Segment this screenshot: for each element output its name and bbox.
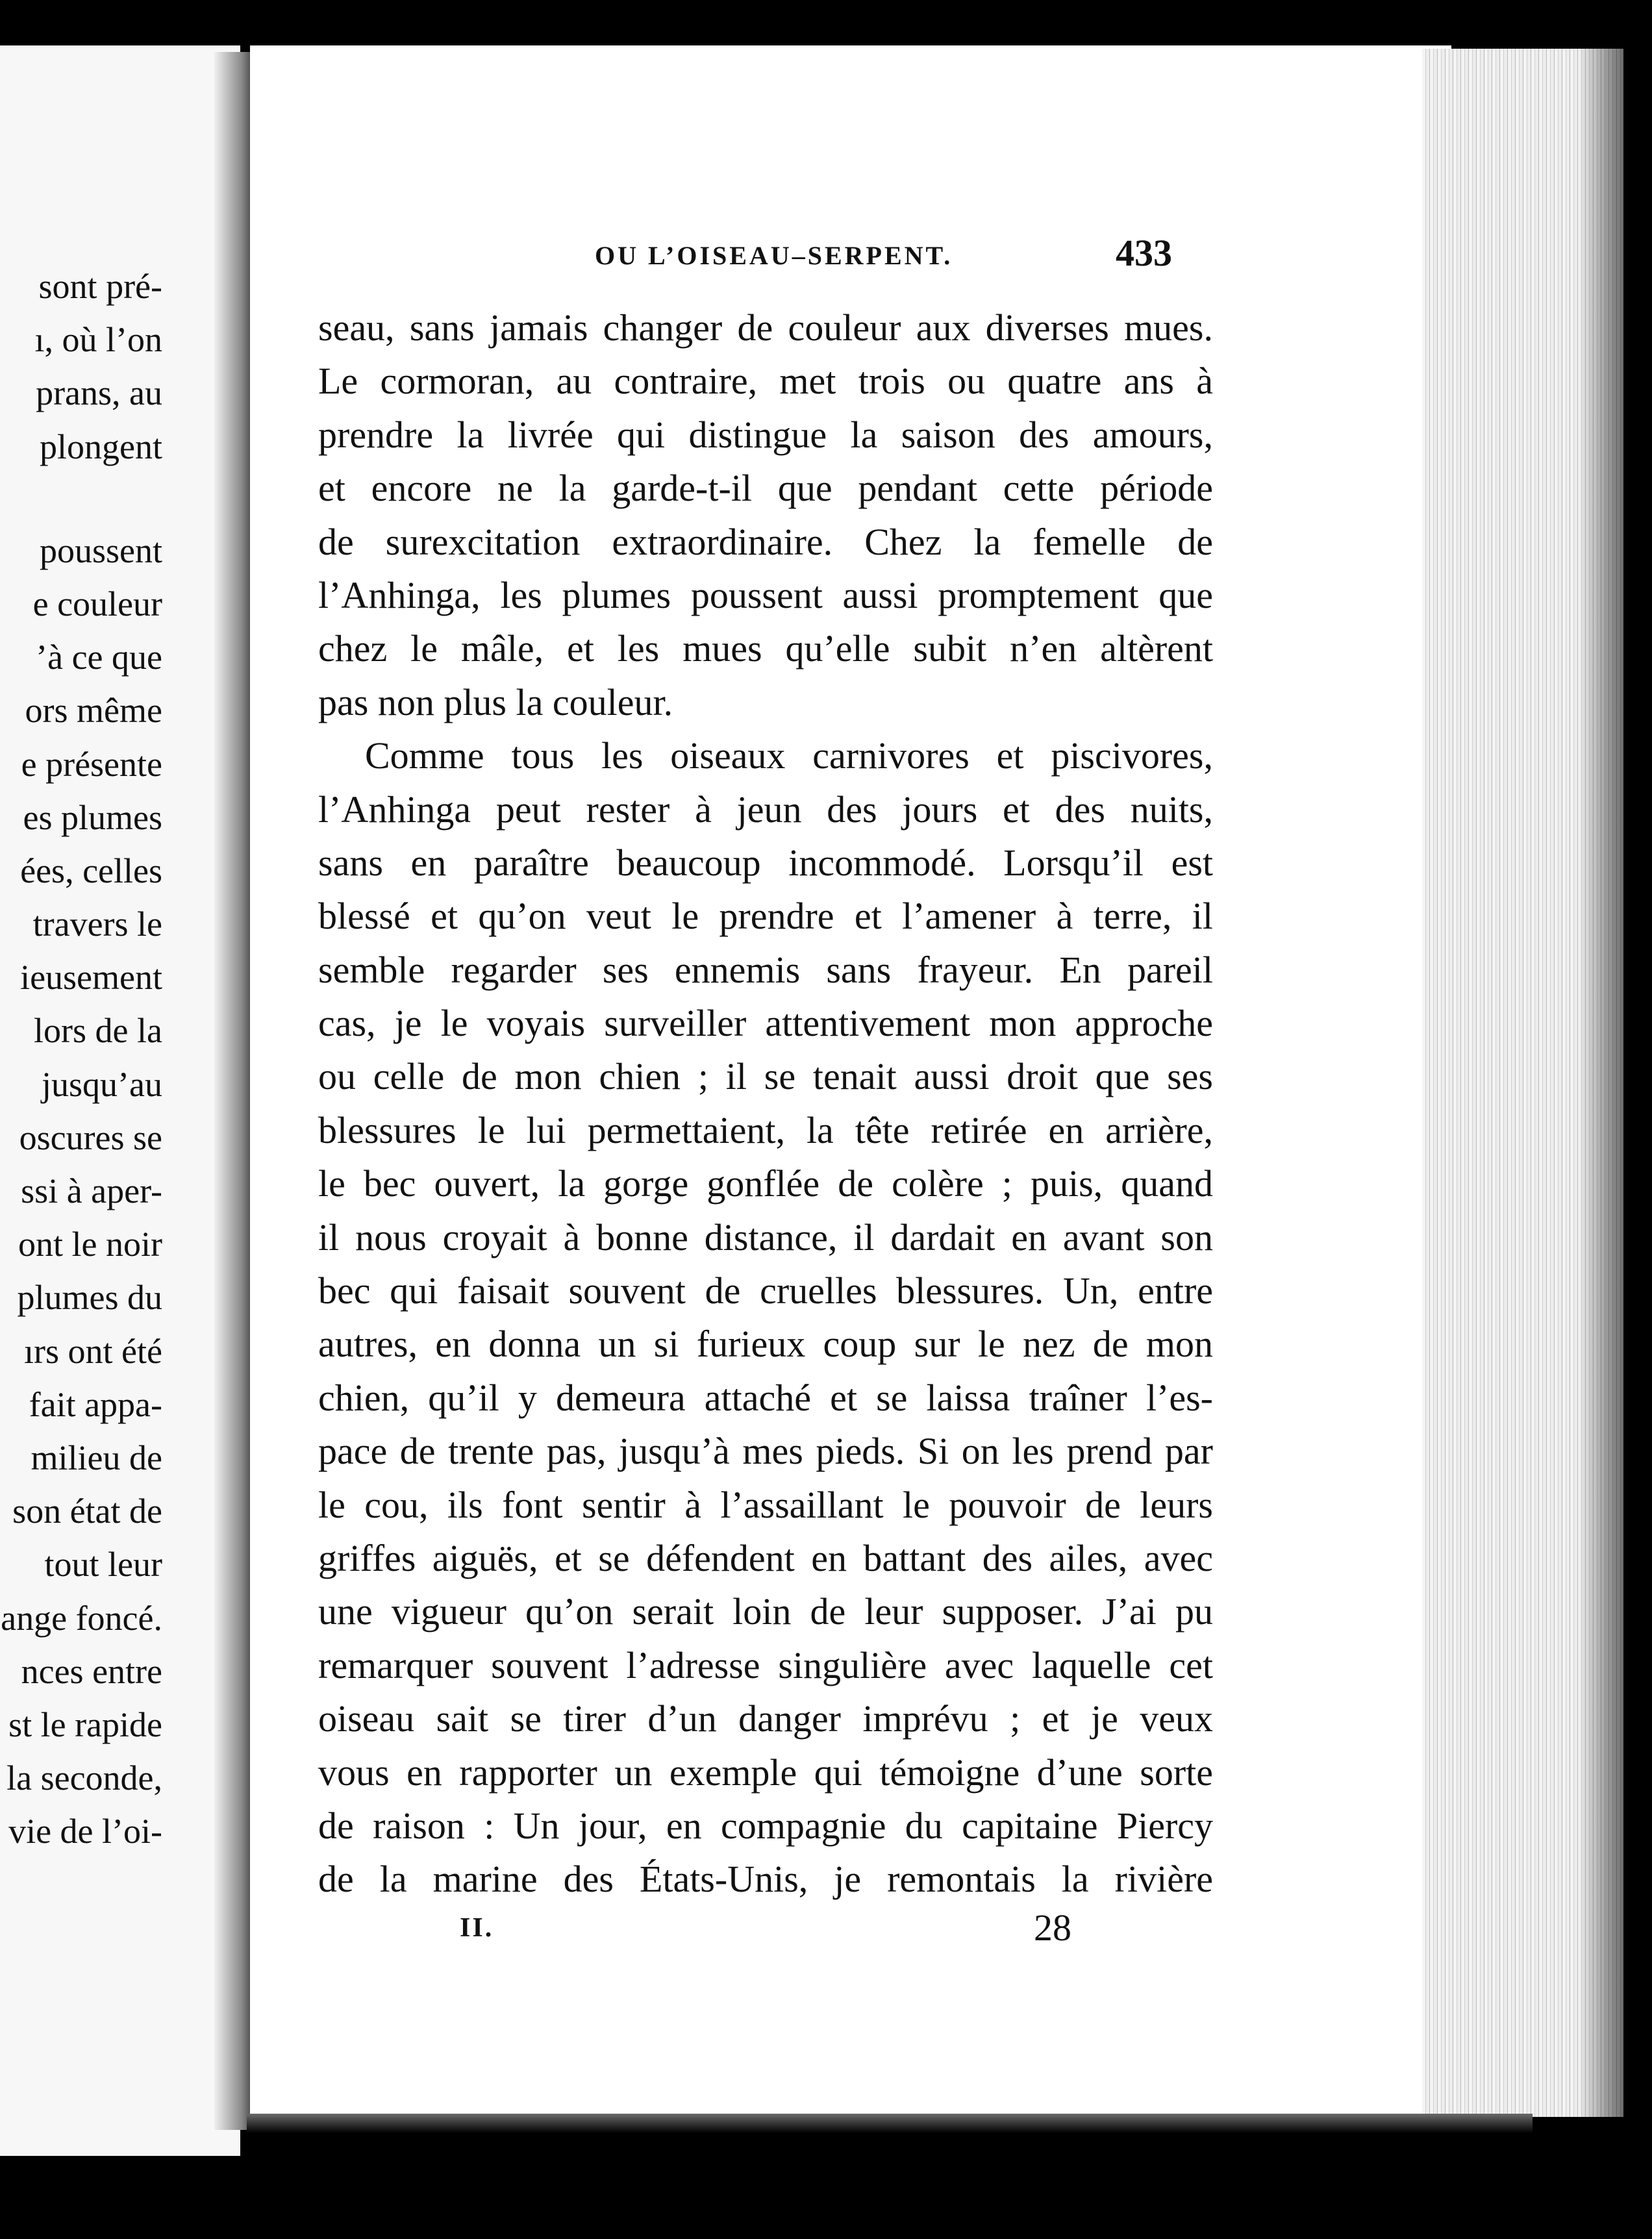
text-line: vous en rapporter un exemple qui témoigne d’une sorte — [318, 1751, 1213, 1794]
left-line: nces entre — [21, 1651, 162, 1691]
left-page — [0, 45, 240, 2156]
text-line: l’Anhinga, les plumes poussent aussi promptement que — [318, 573, 1213, 616]
text-line: ou celle de mon chien ; il se tenait aussi droit que ses — [318, 1055, 1213, 1098]
text-line: seau, sans jamais changer de couleur aux diverses mues. — [318, 306, 1213, 349]
left-line: fait appa- — [29, 1384, 162, 1424]
text-line: semble regarder ses ennemis sans frayeur. En pareil — [318, 948, 1213, 991]
text-line: oiseau sait se tirer d’un danger imprévu ; et je veux — [318, 1697, 1213, 1740]
left-line: ı, où l’on — [34, 320, 162, 360]
signature-number: 28 — [1034, 1907, 1071, 1949]
left-line: plumes du — [17, 1278, 162, 1318]
text-line: le cou, ils font sentir à l’assaillant le pouvoir de leurs — [318, 1483, 1213, 1526]
left-line: oscures se — [19, 1118, 162, 1157]
page-block-edge — [1422, 49, 1623, 2117]
left-page-text — [1, 260, 162, 1851]
left-line: poussent — [40, 531, 162, 570]
left-line: es plumes — [23, 797, 162, 837]
text-line: chien, qu’il y demeura attaché et se laissa traîner l’es- — [318, 1376, 1213, 1419]
text-line: autres, en donna un si furieux coup sur le nez de mon — [318, 1323, 1213, 1366]
text-line: remarquer souvent l’adresse singulière avec laquelle cet — [318, 1644, 1213, 1686]
left-line: ange foncé. — [1, 1598, 162, 1638]
left-line: e couleur — [32, 584, 162, 623]
left-line: travers le — [32, 905, 162, 944]
left-line: tout leur — [44, 1545, 162, 1584]
left-line: ssi à aper- — [21, 1171, 162, 1210]
text-line: blessures le lui permettaient, la tête retirée en arrière, — [318, 1108, 1213, 1151]
text-line: il nous croyait à bonne distance, il dardait en avant son — [318, 1216, 1213, 1258]
text-line: griffes aiguës, et se défendent en battant des ailes, avec — [318, 1536, 1213, 1579]
left-line: prans, au — [36, 373, 162, 413]
text-line: Le cormoran, au contraire, met trois ou quatre ans à — [318, 360, 1213, 403]
text-line: de la marine des États-Unis, je remontais la rivière — [318, 1858, 1213, 1901]
text-line: et encore ne la garde-t-il que pendant cette période — [318, 467, 1213, 510]
left-line: e présente — [21, 744, 162, 784]
text-line: l’Anhinga peut rester à jeun des jours et des nuits, — [318, 788, 1213, 831]
left-line: son état de — [12, 1492, 162, 1531]
left-line: ées, celles — [20, 851, 162, 890]
running-title: OU L’OISEAU–SERPENT. — [595, 241, 953, 270]
page-bottom-shadow — [247, 2114, 1533, 2133]
text-line: bec qui faisait souvent de cruelles blessures. Un, entre — [318, 1270, 1213, 1312]
text-line: chez le mâle, et les mues qu’elle subit n’en altèrent — [318, 627, 1213, 670]
text-line: pace de trente pas, jusqu’à mes pieds. Si on les prend par — [318, 1430, 1213, 1473]
left-line: ’à ce que — [36, 638, 162, 677]
text-line: de raison : Un jour, en compagnie du capitaine Piercy — [318, 1804, 1213, 1847]
body-text — [318, 301, 1213, 1907]
text-line: Comme tous les oiseaux carnivores et piscivores, — [365, 734, 1213, 777]
text-line: une vigueur qu’on serait loin de leur supposer. J’ai pu — [318, 1590, 1213, 1633]
left-line: ors même — [25, 691, 162, 731]
left-line: lors de la — [34, 1011, 162, 1051]
left-line: la seconde, — [6, 1758, 162, 1798]
left-line: jusqu’au — [42, 1064, 162, 1104]
text-line: cas, je le voyais surveiller attentivement mon approche — [318, 1002, 1213, 1045]
text-line: pas non plus la couleur. — [318, 681, 673, 723]
signature-mark: II. — [460, 1913, 494, 1943]
left-line: plongent — [40, 427, 162, 466]
text-line: sans en paraître beaucoup incommodé. Lorsqu’il est — [318, 841, 1213, 884]
text-line: de surexcitation extraordinaire. Chez la femelle de — [318, 520, 1213, 563]
left-line: sont pré- — [38, 267, 162, 306]
text-line: prendre la livrée qui distingue la saison des amours, — [318, 413, 1213, 456]
text-line: blessé et qu’on veut le prendre et l’amener à terre, il — [318, 895, 1213, 938]
text-line: le bec ouvert, la gorge gonflée de colère ; puis, quand — [318, 1162, 1213, 1205]
left-line: ırs ont été — [24, 1331, 162, 1371]
left-line: st le rapide — [8, 1705, 162, 1744]
left-line: milieu de — [31, 1438, 162, 1477]
left-line: ont le noir — [18, 1225, 162, 1264]
left-line: vie de l’oi- — [8, 1812, 162, 1851]
left-line: ieusement — [20, 958, 162, 997]
page-number: 433 — [1116, 232, 1172, 274]
